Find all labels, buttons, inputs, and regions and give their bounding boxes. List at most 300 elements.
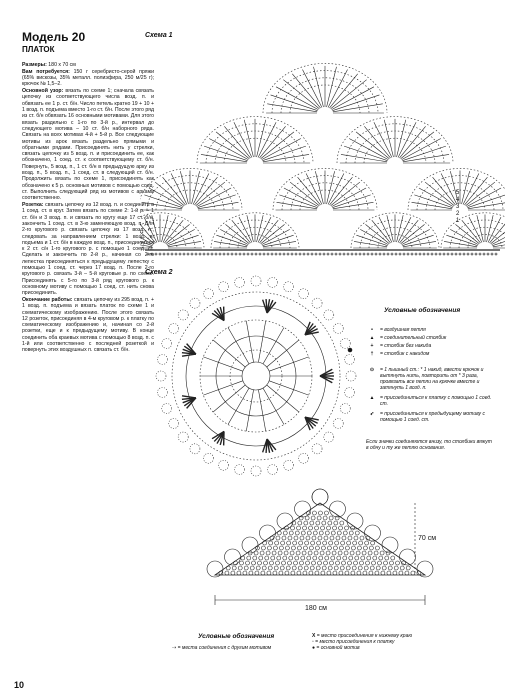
fan-arc [140,168,242,210]
chain-dot [255,253,257,255]
chain-dot [387,253,389,255]
materials-paragraph [22,69,154,88]
shawl-mesh [279,571,283,575]
shawl-mesh [261,546,265,550]
shawl-mesh [330,536,334,540]
chain-dot [439,253,441,255]
stitch-stroke [491,224,505,243]
rosette-spoke [203,381,242,395]
picot-loop [267,277,277,287]
shawl-mesh [293,541,297,545]
picot-loop [204,289,214,299]
shawl-mesh [252,561,256,565]
shawl-mesh [356,551,360,555]
join-triangle-icon: ▲ [369,395,375,401]
shawl-mesh [269,541,273,545]
shawl-mesh [302,551,306,555]
picot-loop [283,460,293,470]
lower-edge-join-icon: X [312,633,316,639]
shawl-mesh [304,566,308,570]
rosette-spoke [258,390,265,431]
chain-dot [435,253,437,255]
shawl-mesh [396,561,400,565]
bottom-legend-title: Условные обозначения [198,633,275,640]
shawl-mesh [334,566,338,570]
legend-item-label: = столбик без накида [380,343,432,349]
page-number: 10 [14,680,25,690]
shawl-mesh [339,546,343,550]
chain-dot [219,253,221,255]
shawl-mesh [382,566,386,570]
shawl-mesh [373,556,377,560]
shawl-mesh [343,531,347,535]
shawl-mesh [364,566,368,570]
shawl-mesh [324,561,328,565]
shawl-mesh [308,551,312,555]
shawl-mesh [336,561,340,565]
legend-note: Если значки соединяются внизу, то столбики вяжут в одну и ту же петлю основания. [366,439,492,451]
shawl-mesh [287,541,291,545]
picot-loop [251,276,261,286]
shawl-mesh [321,526,325,530]
picot-loop [162,339,172,349]
shawl-mesh [241,556,245,560]
shawl-mesh [334,521,338,525]
shawl-mesh [283,556,287,560]
shawl-mesh [375,571,379,575]
shawl-mesh [317,541,321,545]
shawl-mesh [345,526,349,530]
rosette-paragraph [22,202,154,296]
shawl-mesh [256,566,260,570]
shawl-mesh [312,511,316,515]
legend-item-label: = соединительный столбик [380,335,447,341]
shawl-mesh [232,566,236,570]
stitch-stroke [477,215,484,242]
stitch-stroke [398,217,411,242]
chain-dot [459,253,461,255]
shawl-mesh [267,571,271,575]
chain-dot [267,253,269,255]
shawl-mesh [319,556,323,560]
chain-dot [163,253,165,255]
chain-dot [475,253,477,255]
shawl-mesh [369,571,373,575]
shawl-mesh [305,541,309,545]
shawl-mesh [351,546,355,550]
shawl-mesh [263,541,267,545]
chain-dot [287,253,289,255]
chain-dot [235,253,237,255]
chain-dot [343,253,345,255]
chain-dot [335,253,337,255]
chain-dot [151,253,153,255]
bottom-legend-right [312,634,502,651]
shawl-mesh [330,561,334,565]
shawl-mesh [336,536,340,540]
shawl-mesh [272,551,276,555]
shawl-mesh [348,536,352,540]
chain-dot [299,253,301,255]
shawl-mesh [292,566,296,570]
shawl-mesh [310,521,314,525]
shawl-mesh [268,566,272,570]
chain-dot [191,253,193,255]
shawl-mesh [307,531,311,535]
shawl-mesh [339,526,343,530]
shawl-mesh [335,541,339,545]
shawl-mesh [346,566,350,570]
shawl-mesh [363,571,367,575]
shawl-mesh [379,556,383,560]
shawl-mesh [261,571,265,575]
chain-dot [383,253,385,255]
shawl-mesh [314,551,318,555]
shawl-mesh [366,561,370,565]
pattern-label: Основной узор: [22,88,64,95]
chain-dot [275,253,277,255]
legend-item-label: = присоединиться к предыдущему мотиву с помощью 1 соед. ст. [380,411,485,423]
shawl-mesh [304,521,308,525]
chain-dot [251,253,253,255]
double-crochet-icon: † [370,351,374,357]
shawl-mesh [344,551,348,555]
shawl-mesh [351,571,355,575]
shawl-mesh [340,521,344,525]
shawl-mesh [331,556,335,560]
chain-dot [483,253,485,255]
shawl-mesh [333,546,337,550]
stitch-stroke [387,215,394,242]
chain-dot [187,253,189,255]
shawl-mesh [273,571,277,575]
shawl-mesh [226,566,230,570]
row-number-3: 3 [456,204,460,210]
assembly-value: связать цепочку из 295 возд. п. + 1 возд. п. подъема и вязать платок по схеме 1 и схематическому изображению. После этого связать 12 розеток, присоединяя в 4-м круговом р. к платку по схематическому изображению и, начиная со 2-й розетки, еще и к предыдущему мотиву. В конце соединить оба краевых мотива с помощью 8 возд. п. с 1-й или соответственно с последней розеткой и повернуть этих воздушных п. связать ст. б/н. [22,296,154,354]
picot-loop [340,339,350,349]
picot-loop [169,419,179,429]
shawl-mesh [347,541,351,545]
shawl-mesh [400,566,404,570]
chain-dot [171,253,173,255]
shawl-mesh [355,556,359,560]
shawl-mesh [303,546,307,550]
row-number-4: 4 [456,197,460,203]
shawl-mesh [309,546,313,550]
shawl-mesh [327,571,331,575]
stitch-stroke [399,126,425,158]
chain-dot [395,253,397,255]
shawl-mesh [258,561,262,565]
picot-loop [267,465,277,475]
rosette-value: связать цепочку из 12 возд. п. и соединить в 1 соед. ст. в круг. Затем вязать по схеме 2: 1-й р. – 1 ст. б/н и 3 возд. п. и связать по кругу еще 17 ст. б/н, закончить 1 соед. ст. в 3-ю заменяющую возд. п. Для 2-го кругового р. связать цепочку из 17 возд. п., следовать за направлением стрелки: 1 возд. п. подъема и 1 ст. б/н в каждую возд. п., присоединиться к 2 ст. с/н 1-го кругового р. с помощью 1 соед. ст. Сделать и закончить по 2-й р., начиная со 2-го лепестка присоединяться к предыдущему лепестку с помощью 1 соед. ст. через 17 возд. п. После 2-го кругового р. связать 3-й – 5-й круговые р. по схеме. Присоединять с 5-го по 3-й ряд кругового р. к основному мотиву с помощью 1 соед. ст. нить снова присоединить. [22,202,154,297]
shawl-mesh [231,571,235,575]
stitch-stroke [356,132,389,159]
shawl-mesh [316,521,320,525]
chain-dot [167,253,169,255]
pattern-paragraph [22,88,154,201]
picot-loop [235,277,245,287]
shawl-mesh [371,541,375,545]
shawl-mesh [298,566,302,570]
chain-dot [355,253,357,255]
bottom-legend-label: = места соединения с другим мотивом [177,645,272,651]
chain-dot [327,253,329,255]
shawl-mesh [405,571,409,575]
picot-loop [235,465,245,475]
shawl-mesh [264,561,268,565]
picot-loop [219,460,229,470]
picot-loop [299,453,309,463]
picot-loop [299,289,309,299]
shawl-mesh [327,546,331,550]
picot-loop [162,403,172,413]
shawl-mesh [288,536,292,540]
picot-loop [204,453,214,463]
shawl-mesh [291,526,295,530]
width-dimension: 180 см [305,605,327,612]
picot-loop [324,432,334,442]
shawl-mesh [388,566,392,570]
main-motif-icon: ● [312,644,316,651]
shawl-mesh [237,571,241,575]
shawl-mesh [255,571,259,575]
shawl-mesh [381,571,385,575]
shawl-mesh [325,531,329,535]
stitch-stroke [140,220,156,243]
chain-dot [311,253,313,255]
rosette-spoke [269,357,308,371]
height-dimension: 70 см [418,535,437,542]
stitch-stroke [488,217,501,242]
shawl-mesh [390,561,394,565]
shawl-mesh [329,541,333,545]
shawl-mesh [352,566,356,570]
chain-dot [427,253,429,255]
chain-dot [215,253,217,255]
stitch-stroke [216,132,249,159]
shawl-mesh [297,571,301,575]
shawl-mesh [348,561,352,565]
stitch-stroke [259,126,285,158]
shawl-mesh [301,556,305,560]
shawl-mesh [306,536,310,540]
shawl-mesh [327,526,331,530]
shawl-mesh [295,556,299,560]
scheme2-label: Схема 2 [145,269,173,276]
shawl-mesh [303,571,307,575]
shawl-mesh [315,546,319,550]
shawl-mesh [337,531,341,535]
chain-dot [259,253,261,255]
chain-dot [203,253,205,255]
shawl-mesh [307,556,311,560]
shawl-mesh [370,566,374,570]
shawl-mesh [275,541,279,545]
row-number-2: 2 [456,211,460,217]
shawl-mesh [297,526,301,530]
shawl-mesh [311,516,315,520]
shawl-mesh [357,546,361,550]
shawl-mesh [266,551,270,555]
shawl-mesh [361,556,365,560]
shawl-mesh [318,511,322,515]
materials-label: Вам потребуется: [22,68,70,75]
chain-dot [331,253,333,255]
shawl-mesh [284,551,288,555]
page-subtitle: ПЛАТОК [22,45,55,54]
picot-loop [190,444,200,454]
shawl-mesh [310,566,314,570]
chain-dot [415,253,417,255]
chain-dot [263,253,265,255]
shawl-mesh [250,566,254,570]
picot-loop [190,298,200,308]
picot-loop [178,310,188,320]
scheme1-diagram [140,38,505,263]
shawl-mesh [322,566,326,570]
shawl-mesh [338,551,342,555]
shawl-mesh [270,561,274,565]
chain-dot [315,253,317,255]
shawl-mesh [313,531,317,535]
chain-dot [227,253,229,255]
picot-loop [251,466,261,476]
chain-dot [183,253,185,255]
picot-loop [333,324,343,334]
shawl-mesh [285,546,289,550]
shawl-mesh [306,561,310,565]
stitch-stroke [261,132,294,159]
stitch-stroke [331,80,367,109]
rosette-spoke [246,321,253,362]
shawl-mesh [384,561,388,565]
chain-dot [351,253,353,255]
shawl-mesh [372,561,376,565]
shawl-mesh [309,526,313,530]
chain-stitch-icon: • [371,327,373,333]
chain-dot [283,253,285,255]
chain-dot [367,253,369,255]
chain-dot [271,253,273,255]
stitch-stroke [487,215,494,242]
shawl-mesh [274,566,278,570]
join-marker [348,348,352,352]
stitch-stroke [401,132,434,159]
shawl-mesh [262,566,266,570]
picot-loop [333,419,343,429]
shawl-mesh [328,566,332,570]
shawl-mesh [349,556,353,560]
chain-dot [319,253,321,255]
scheme1-row-numbers [456,190,459,225]
chain-dot [371,253,373,255]
shawl-mesh [297,546,301,550]
shawl-mesh [369,546,373,550]
shawl-mesh [318,561,322,565]
picot-loop [312,444,322,454]
chain-dot [175,253,177,255]
picot-loop [283,282,293,292]
stitch-stroke [364,126,390,158]
shawl-mesh [309,571,313,575]
shawl-mesh [363,546,367,550]
chain-dot [347,253,349,255]
shawl-mesh [376,566,380,570]
legend-item-label: = воздушная петля [380,327,426,333]
shawl-mesh [380,551,384,555]
chain-dot [159,253,161,255]
shawl-mesh [339,571,343,575]
shawl-mesh [285,571,289,575]
stitch-stroke [162,215,169,242]
shawl-mesh [276,536,280,540]
shawl-mesh [387,571,391,575]
chain-dot [339,253,341,255]
picot-loop [219,282,229,292]
chain-dot [451,253,453,255]
chain-dot [247,253,249,255]
shawl-mesh [393,571,397,575]
shawl-mesh [331,531,335,535]
shawl-mesh [246,561,250,565]
shawl-mesh [277,531,281,535]
chain-dot [359,253,361,255]
shawl-mesh [300,561,304,565]
rosette-spoke [263,328,284,364]
rosette-spoke [228,328,249,364]
slip-stitch-icon: ▴ [370,335,374,341]
chain-dot [495,253,497,255]
shawl-mesh [375,546,379,550]
picot-loop [157,387,167,397]
picot-loop [178,432,188,442]
shawl-mesh [322,521,326,525]
picot-loop [324,310,334,320]
shawl-mesh [276,561,280,565]
page-title: Модель 20 [22,30,86,44]
shawl-mesh [353,541,357,545]
bottom-legend-left [172,646,302,652]
shawl-mesh [328,521,332,525]
puff-stitch-icon: ⊙ [369,367,375,373]
chain-dot [467,253,469,255]
shawl-mesh [303,526,307,530]
shawl-mesh [267,546,271,550]
shawl-mesh [259,556,263,560]
shawl-mesh [294,561,298,565]
shawl-mesh [291,571,295,575]
shawl-mesh [411,571,415,575]
shawl-mesh [365,541,369,545]
shawl-mesh [345,571,349,575]
shawl-mesh [289,531,293,535]
shawl-mesh [325,556,329,560]
scheme1-label: Схема 1 [145,32,173,39]
chain-dot [471,253,473,255]
shawl-mesh [280,566,284,570]
join-motif-arrow-icon: ⇢ [172,645,177,651]
join-arrow-icon: ➶ [369,411,375,417]
shawl-mesh [290,551,294,555]
shawl-mesh [321,546,325,550]
chain-dot [423,253,425,255]
stitch-stroke [283,80,319,109]
shawl-mesh [299,541,303,545]
chain-dot [411,253,413,255]
rosette-spoke [269,381,308,395]
shawl-mesh [354,536,358,540]
